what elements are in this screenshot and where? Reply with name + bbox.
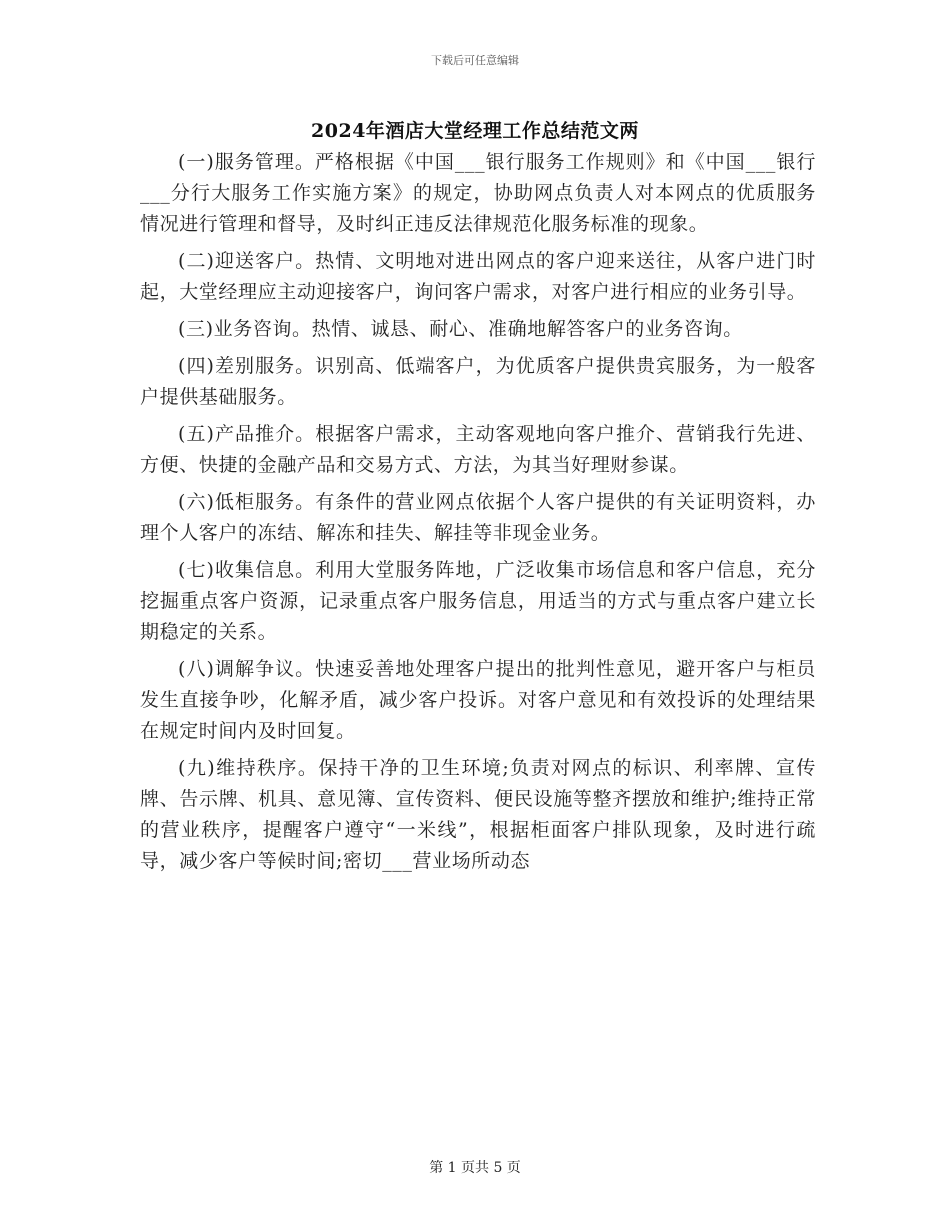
page-header-note: 下载后可任意编辑 [431, 54, 519, 67]
paragraph-information-collection: (七)收集信息。利用大堂服务阵地，广泛收集市场信息和客户信息，充分挖掘重点客户资源，记录重点客户服务信息，用适当的方式与重点客户建立长期稳定的关系。 [140, 559, 816, 643]
paragraph-business-consulting: (三)业务咨询。热情、诚恳、耐心、准确地解答客户的业务咨询。 [178, 318, 743, 340]
document-title: 2024年酒店大堂经理工作总结范文两 [311, 120, 639, 142]
paragraph-dispute-mediation: (八)调解争议。快速妥善地处理客户提出的批判性意见，避开客户与柜员发生直接争吵，化解矛盾，减少客户投诉。对客户意见和有效投诉的处理结果在规定时间内及时回复。 [140, 658, 816, 742]
paragraph-service-management: (一)服务管理。严格根据《中国___银行服务工作规则》和《中国___银行___分行大服务工作实施方案》的规定，协助网点负责人对本网点的优质服务情况进行管理和督导，及时纠正违反法律规范化服务标准的现象。 [140, 151, 816, 235]
paragraph-low-counter-service: (六)低柜服务。有条件的营业网点依据个人客户提供的有关证明资料，办理个人客户的冻结、解冻和挂失、解挂等非现金业务。 [140, 491, 816, 544]
paragraph-maintain-order: (九)维持秩序。保持干净的卫生环境;负责对网点的标识、利率牌、宣传牌、告示牌、机具、意见簿、宣传资料、便民设施等整齐摆放和维护;维持正常的营业秩序，提醒客户遵守“一米线”，根据柜面客户排队现象，及时进行疏导，减少客户等候时间;密切___营业场所动态 [140, 757, 816, 872]
paragraph-greeting-customers: (二)迎送客户。热情、文明地对进出网点的客户迎来送往，从客户进门时起，大堂经理应主动迎接客户，询问客户需求，对客户进行相应的业务引导。 [140, 250, 816, 303]
page-number-footer: 第 1 页共 5 页 [429, 1160, 521, 1176]
paragraph-product-promotion: (五)产品推介。根据客户需求，主动客观地向客户推介、营销我行先进、方便、快捷的金融产品和交易方式、方法，为其当好理财参谋。 [140, 423, 816, 476]
document-body [140, 147, 816, 883]
paragraph-differentiated-service: (四)差别服务。识别高、低端客户，为优质客户提供贵宾服务，为一般客户提供基础服务。 [140, 355, 816, 408]
